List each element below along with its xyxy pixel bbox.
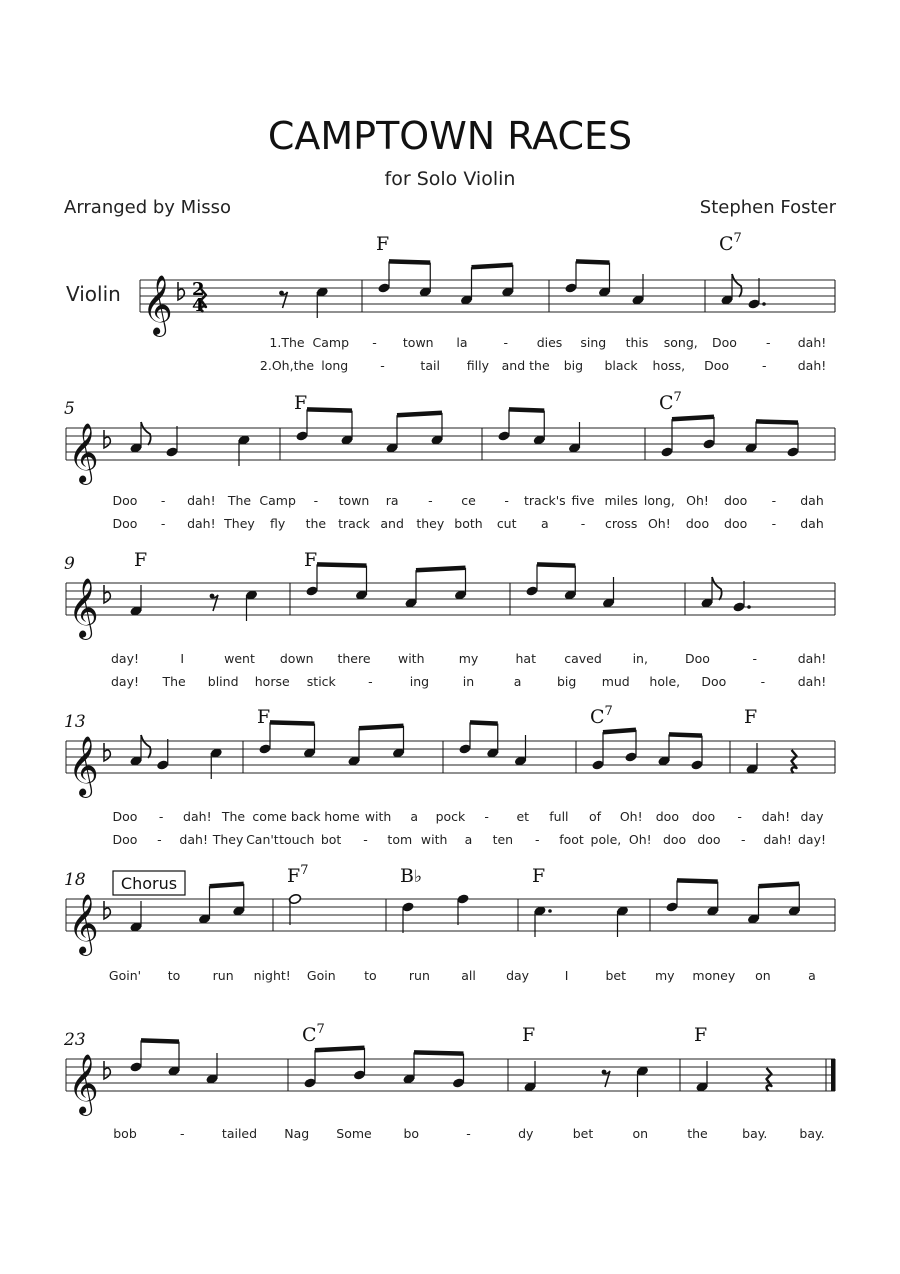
lyric-syllable: bay. (742, 1126, 768, 1141)
lyric-hyphen: - (737, 809, 742, 824)
lyric-syllable: doo (662, 832, 687, 847)
lyric-syllable: Oh! (647, 516, 671, 531)
lyric-syllable: long, (643, 493, 675, 508)
quarter-rest (792, 750, 797, 773)
chord-symbol: $C^7$ (659, 390, 682, 414)
lyric-syllable: Camp (259, 493, 296, 508)
lyric-hyphen: - (765, 335, 771, 350)
dot (762, 302, 766, 306)
note-flag (712, 577, 722, 600)
lyric-syllable: ra (385, 493, 399, 508)
lyric-syllable: both (454, 516, 483, 531)
lyric-syllable: Goin (306, 968, 336, 983)
staff-system-6 (63, 1030, 836, 1141)
chord-symbol: $F^7$ (287, 863, 309, 887)
beam (397, 413, 442, 415)
lyric-syllable: dah! (797, 358, 827, 373)
beam (756, 421, 798, 422)
lyric-syllable: to (167, 968, 181, 983)
lyric-hyphen: - (158, 809, 164, 824)
lyric-syllable: Can't (246, 832, 279, 847)
lyric-hyphen: - (160, 516, 166, 531)
lyric-syllable: on (755, 968, 771, 983)
lyric-hyphen: - (741, 832, 746, 847)
chord-symbol: F (522, 1024, 536, 1046)
lyric-syllable: night! (253, 968, 291, 983)
chord-symbol: $C^7$ (302, 1022, 325, 1046)
lyric-hyphen: - (313, 493, 319, 508)
lyric-syllable: and (380, 516, 404, 531)
beam (307, 409, 352, 410)
composer-credit: Stephen Foster (699, 197, 836, 218)
staff-system-3 (64, 554, 835, 689)
lyric-syllable: Some (336, 1126, 372, 1141)
lyric-syllable: back (290, 809, 321, 824)
lyric-syllable: dies (536, 335, 563, 350)
lyric-syllable: 1.The (269, 335, 305, 350)
measure-number: 5 (64, 399, 75, 419)
chord-symbol: $C^7$ (590, 704, 613, 728)
note-flag (732, 274, 742, 297)
lyric-syllable: day! (110, 651, 140, 666)
lyric-syllable: day (506, 968, 530, 983)
chord-symbol: F (376, 233, 390, 255)
beam (537, 564, 575, 565)
lyric-syllable: Doo (704, 358, 730, 373)
lyric-syllable: Oh! (619, 809, 643, 824)
lyric-hyphen: - (771, 493, 777, 508)
lyric-syllable: Doo (112, 809, 138, 824)
lyric-syllable: foot (559, 832, 584, 847)
lyric-syllable: to (364, 968, 377, 983)
lyric-syllable: dah! (763, 832, 792, 847)
lyric-hyphen: - (760, 674, 766, 689)
lyric-syllable: doo (697, 832, 721, 847)
lyric-syllable: tom (387, 832, 413, 847)
beam (672, 417, 714, 419)
staff-system-2 (64, 399, 835, 531)
lyric-syllable: doo (724, 493, 748, 508)
lyric-syllable: bet (605, 968, 626, 983)
lyric-syllable: day! (797, 832, 827, 847)
lyric-syllable: Oh! (686, 493, 709, 508)
chord-symbol: F (304, 549, 318, 571)
lyric-syllable: dah! (187, 493, 216, 508)
lyric-syllable: a (540, 516, 549, 531)
lyric-hyphen: - (466, 1126, 471, 1141)
chord-symbol: F (134, 549, 148, 571)
lyric-syllable: on (632, 1126, 649, 1141)
lyric-syllable: bay. (799, 1126, 825, 1141)
lyric-hyphen: - (380, 358, 385, 373)
beam (669, 734, 702, 735)
lyric-syllable: full (549, 809, 569, 824)
lyric-syllable: horse (254, 674, 290, 689)
lyric-syllable: Oh! (628, 832, 652, 847)
staff-system-1 (140, 261, 835, 373)
lyric-syllable: there (337, 651, 371, 666)
lyric-hyphen: - (484, 809, 489, 824)
lyric-syllable: I (564, 968, 569, 983)
key-signature-flat (178, 282, 184, 300)
lyric-syllable: dah! (183, 809, 212, 824)
lyric-hyphen: - (771, 516, 777, 531)
treble-clef-icon: 𝄞 (142, 275, 173, 335)
treble-clef-icon: 𝄞 (68, 423, 99, 483)
measure-number: 13 (64, 712, 86, 732)
note-flag (141, 735, 151, 758)
lyric-syllable: Doo (685, 651, 710, 666)
lyric-syllable: track's (523, 493, 566, 508)
lyric-syllable: Goin' (108, 968, 142, 983)
instrument-name: Violin (66, 282, 121, 306)
eighth-rest (281, 292, 288, 308)
lyric-syllable: hole, (649, 674, 681, 689)
lyric-hyphen: - (580, 516, 586, 531)
lyric-syllable: money (692, 968, 736, 983)
lyric-syllable: dah! (797, 335, 827, 350)
lyric-syllable: Nag (284, 1126, 310, 1141)
lyric-syllable: dah! (797, 674, 827, 689)
lyric-syllable: fly (270, 516, 286, 531)
lyric-syllable: with (397, 651, 425, 666)
eighth-rest (603, 1071, 610, 1087)
lyric-syllable: hoss, (652, 358, 686, 373)
lyric-syllable: dah! (761, 809, 791, 824)
key-signature-flat (104, 585, 110, 603)
arranger-credit: Arranged by Misso (64, 197, 231, 218)
lyric-syllable: doo (691, 809, 716, 824)
lyric-syllable: stick (306, 674, 336, 689)
chord-symbol: $C^7$ (719, 231, 742, 255)
treble-clef-icon: 𝄞 (68, 578, 99, 638)
lyric-syllable: dah! (187, 516, 216, 531)
beam (315, 1048, 365, 1050)
lyric-syllable: caved (564, 651, 602, 666)
lyric-syllable: bob (113, 1126, 137, 1141)
lyric-syllable: touch (279, 832, 315, 847)
beam (677, 880, 718, 881)
lyric-syllable: sing (580, 335, 607, 350)
lyric-hyphen: - (157, 832, 162, 847)
treble-clef-icon: 𝄞 (68, 1054, 99, 1114)
lyric-hyphen: - (372, 335, 377, 350)
lyric-syllable: The (221, 809, 246, 824)
lyric-syllable: day! (110, 674, 140, 689)
beam (509, 409, 544, 410)
lyric-hyphen: - (179, 1126, 185, 1141)
quarter-rest (767, 1068, 772, 1091)
lyric-syllable: dah! (797, 651, 827, 666)
lyric-syllable: five (571, 493, 595, 508)
lyric-syllable: Doo (701, 674, 727, 689)
lyric-syllable: song, (663, 335, 698, 350)
beam (759, 884, 800, 886)
beam (317, 564, 367, 565)
lyric-syllable: big (556, 674, 577, 689)
staff-system-5 (64, 870, 835, 983)
dot (747, 605, 751, 609)
lyric-hyphen: - (503, 335, 509, 350)
lyric-syllable: come (252, 809, 287, 824)
lyric-hyphen: - (428, 493, 433, 508)
lyric-syllable: hat (515, 651, 536, 666)
lyric-hyphen: - (534, 832, 540, 847)
lyric-syllable: tail (420, 358, 440, 373)
lyric-syllable: pole, (590, 832, 622, 847)
lyric-syllable: They (224, 516, 255, 531)
lyric-syllable: town (338, 493, 370, 508)
lyric-syllable: in (462, 674, 475, 689)
lyric-syllable: they (416, 516, 445, 531)
dot (548, 909, 552, 913)
rehearsal-mark: Chorus (120, 874, 178, 893)
key-signature-flat (104, 430, 110, 448)
lyric-syllable: big (563, 358, 584, 373)
lyric-syllable: filly (466, 358, 490, 373)
lyric-syllable: long (321, 358, 349, 373)
beam (472, 265, 513, 267)
lyric-syllable: Doo (112, 493, 138, 508)
lyric-hyphen: - (752, 651, 758, 666)
chord-symbol: F (694, 1024, 708, 1046)
staff-system-4 (64, 712, 835, 847)
eighth-rest (211, 595, 218, 611)
treble-clef-icon: 𝄞 (68, 894, 99, 954)
lyric-syllable: dy (518, 1126, 534, 1141)
lyric-syllable: mud (601, 674, 630, 689)
lyric-syllable: tailed (221, 1126, 258, 1141)
measure-number: 9 (64, 554, 75, 574)
lyric-syllable: down (279, 651, 314, 666)
key-signature-flat (104, 1061, 110, 1079)
chord-symbol: B♭ (400, 865, 422, 887)
beam (389, 261, 430, 262)
beam (414, 1052, 464, 1053)
lyric-syllable: dah (800, 493, 824, 508)
lyric-hyphen: - (363, 832, 368, 847)
lyric-syllable: Doo (112, 516, 138, 531)
lyric-syllable: day (800, 809, 824, 824)
lyric-syllable: ce (461, 493, 476, 508)
lyric-syllable: doo (655, 809, 679, 824)
beam (416, 568, 466, 570)
lyric-hyphen: - (504, 493, 509, 508)
beam (576, 261, 610, 262)
lyric-syllable: dah! (179, 832, 208, 847)
final-barline (831, 1059, 836, 1091)
lyric-syllable: my (458, 651, 479, 666)
lyric-syllable: a (513, 674, 522, 689)
lyric-syllable: cross (604, 516, 638, 531)
lyric-syllable: Doo (112, 832, 138, 847)
lyric-syllable: et (516, 809, 530, 824)
chord-symbol: F (532, 865, 546, 887)
lyric-syllable: They (212, 832, 244, 847)
lyric-syllable: in, (632, 651, 648, 666)
lyric-syllable: home (324, 809, 360, 824)
page-subtitle: for Solo Violin (384, 168, 516, 190)
lyric-syllable: I (180, 651, 185, 666)
lyric-syllable: doo (724, 516, 748, 531)
lyric-syllable: bet (572, 1126, 594, 1141)
lyric-syllable: Doo (712, 335, 737, 350)
beam (603, 730, 636, 732)
lyric-syllable: of (589, 809, 602, 824)
lyric-syllable: la (456, 335, 468, 350)
lyric-syllable: the (305, 516, 327, 531)
page-title: CAMPTOWN RACES (267, 114, 633, 158)
lyric-hyphen: - (160, 493, 166, 508)
treble-clef-icon: 𝄞 (68, 736, 99, 796)
lyric-syllable: miles (604, 493, 638, 508)
note-flag (141, 422, 151, 445)
beam (359, 726, 404, 728)
chord-symbol: F (294, 392, 308, 414)
lyric-syllable: The (227, 493, 252, 508)
lyric-syllable: dah (800, 516, 824, 531)
lyric-syllable: black (604, 358, 638, 373)
lyric-syllable: the (687, 1126, 708, 1141)
lyric-syllable: blind (207, 674, 239, 689)
lyric-hyphen: - (762, 358, 767, 373)
beam (470, 722, 498, 723)
measure-number: 23 (64, 1030, 86, 1050)
lyric-syllable: run (408, 968, 430, 983)
lyric-syllable: this (625, 335, 649, 350)
lyric-syllable: run (212, 968, 234, 983)
lyric-syllable: a (808, 968, 816, 983)
lyric-syllable: with (420, 832, 448, 847)
lyric-syllable: a (410, 809, 419, 824)
lyric-syllable: bot (320, 832, 342, 847)
time-signature-top: 2 (192, 279, 205, 300)
lyric-syllable: my (654, 968, 675, 983)
lyric-syllable: with (364, 809, 392, 824)
beam (210, 884, 244, 886)
lyric-syllable: 2.Oh,the (259, 358, 315, 373)
beam (141, 1040, 179, 1041)
lyric-syllable: town (402, 335, 434, 350)
lyric-syllable: all (461, 968, 476, 983)
key-signature-flat (104, 743, 110, 761)
lyric-syllable: doo (685, 516, 710, 531)
lyric-syllable: ten (492, 832, 514, 847)
lyric-syllable: track (338, 516, 370, 531)
chord-symbol: F (257, 706, 271, 728)
beam (270, 722, 315, 723)
lyric-syllable: The (162, 674, 186, 689)
time-signature-bottom: 4 (192, 295, 205, 316)
lyric-syllable: cut (496, 516, 517, 531)
lyric-hyphen: - (368, 674, 373, 689)
chord-symbol: F (744, 706, 758, 728)
lyric-syllable: bo (403, 1126, 420, 1141)
lyric-syllable: pock (435, 809, 466, 824)
lyric-syllable: ing (409, 674, 430, 689)
measure-number: 18 (64, 870, 86, 890)
lyric-syllable: Camp (312, 335, 349, 350)
lyric-syllable: went (224, 651, 255, 666)
lyric-syllable: and the (501, 358, 550, 373)
lyric-syllable: a (464, 832, 473, 847)
key-signature-flat (104, 901, 110, 919)
